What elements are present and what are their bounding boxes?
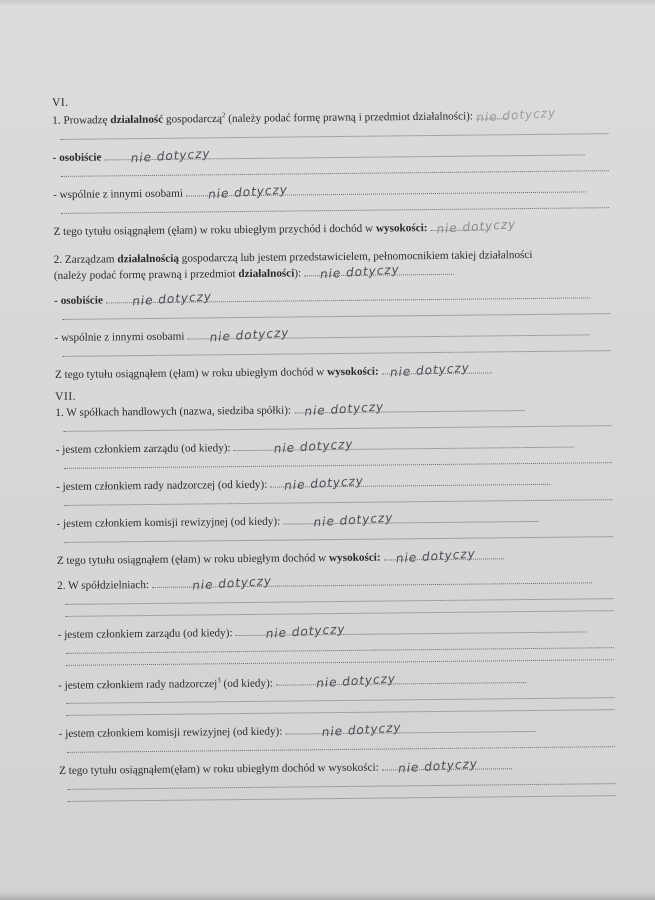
handwritten-answer: nie dotyczy xyxy=(207,182,288,202)
text-bold: wysokości: xyxy=(327,365,379,378)
field-label: - wspólnie z innymi osobami xyxy=(54,330,185,344)
vii-income2-field[interactable] xyxy=(381,756,511,776)
text-bold: działalność xyxy=(110,113,164,127)
text: ): xyxy=(294,267,302,280)
vi-item2-field[interactable] xyxy=(304,262,454,282)
scan-shadow-bottom xyxy=(0,892,655,900)
vi-wspolnie2-field[interactable] xyxy=(187,323,589,345)
handwritten-answer: nie dotyczy xyxy=(191,573,273,593)
vi-wspolnie-field[interactable] xyxy=(186,180,586,202)
text: gospodarczą lub jestem przedstawicielem, pełnomocnikiem takiej działalności xyxy=(178,248,533,265)
vii-rada-field[interactable] xyxy=(270,473,550,493)
field-label: - jestem członkiem zarządu (od kiedy): xyxy=(55,441,231,456)
vi-item1-field[interactable] xyxy=(475,105,557,125)
text: gospodarczą xyxy=(163,112,222,126)
text: (należy podać formę prawną i przedmiot działalności): xyxy=(225,110,474,125)
handwritten-answer: nie dotyczy xyxy=(312,510,394,530)
text: 1. Prowadzę xyxy=(52,114,111,127)
vii-komisja-field[interactable] xyxy=(283,510,538,530)
footnote-ref: 3 xyxy=(217,676,221,685)
handwritten-answer: nie dotyczy xyxy=(389,360,470,380)
field-label: 2. W spółdzielniach: xyxy=(57,578,150,592)
handwritten-answer: nie dotyczy xyxy=(273,436,354,456)
vi-income1-field[interactable] xyxy=(430,216,517,236)
footnote-ref: 2 xyxy=(221,111,226,120)
text: (od kiedy): xyxy=(220,677,273,690)
text-bold: wysokości: xyxy=(375,221,428,235)
handwritten-answer: nie dotyczy xyxy=(435,216,517,236)
vii-zarzad-field[interactable] xyxy=(233,435,573,456)
text: 2. Zarządzam xyxy=(53,253,118,266)
vii-income1 xyxy=(57,546,617,568)
handwritten-answer: nie dotyczy xyxy=(208,325,290,345)
vi-osobiscie2-field[interactable] xyxy=(106,286,590,308)
section-heading: VII. xyxy=(55,390,77,403)
text: Z tego tytułu osiągnąłem (ęłam) w roku ubiegłym przychód i dochód w xyxy=(53,222,376,238)
vii-zarzad2-field[interactable] xyxy=(235,620,585,641)
text: (należy podać formę prawną i przedmiot xyxy=(53,267,239,282)
handwritten-answer: nie dotyczy xyxy=(129,146,211,165)
vi-income1 xyxy=(53,217,613,239)
vii-item2-field[interactable] xyxy=(152,571,592,593)
vii-komisja2-field[interactable] xyxy=(285,720,535,740)
field-label: 1. W spółkach handlowych (nazwa, siedziba spółki): xyxy=(55,404,292,419)
handwritten-answer: nie dotyczy xyxy=(264,621,346,641)
vii-income1-field[interactable] xyxy=(383,546,503,566)
handwritten-answer: nie dotyczy xyxy=(475,105,557,125)
vi-income2 xyxy=(55,360,615,382)
text: Z tego tytułu osiągnąłem (ęłam) w roku ubiegłym dochód w xyxy=(56,551,330,567)
text: Z tego tytułu osiągnąłem (ęłam) w roku ubiegłym dochód w xyxy=(54,365,328,381)
scan-shadow-top xyxy=(0,0,655,6)
vi-osobiscie-field[interactable] xyxy=(104,143,584,165)
field-label: - jestem członkiem rady nadzorczej xyxy=(58,677,218,692)
field-label: - osobiście xyxy=(54,294,104,307)
text-bold: działalności xyxy=(238,267,295,280)
form-content xyxy=(52,90,619,802)
field-label: - osobiście xyxy=(52,151,102,164)
handwritten-answer: nie dotyczy xyxy=(315,671,396,691)
handwritten-answer: nie dotyczy xyxy=(303,399,385,419)
section-heading: VI. xyxy=(52,96,69,109)
handwritten-answer: nie dotyczy xyxy=(283,473,365,493)
field-label: Z tego tytułu osiągnąłem(ęłam) w roku ubiegłym dochód w wysokości: xyxy=(59,762,379,778)
handwritten-answer: nie dotyczy xyxy=(397,756,478,776)
text-bold: działalnością xyxy=(117,252,179,266)
field-label: - jestem członkiem rady nadzorczej (od kiedy): xyxy=(56,478,268,493)
handwritten-answer: nie dotyczy xyxy=(319,262,401,282)
vii-item1-field[interactable] xyxy=(294,399,524,419)
field-label: - wspólnie z innymi osobami xyxy=(52,187,183,201)
handwritten-answer: nie dotyczy xyxy=(131,288,212,308)
handwritten-answer: nie dotyczy xyxy=(320,720,402,740)
text-bold: wysokości: xyxy=(328,551,381,564)
vi-income2-field[interactable] xyxy=(381,360,491,380)
vii-rada2-field[interactable] xyxy=(276,671,526,691)
field-label: - jestem członkiem komisji rewizyjnej (od kiedy): xyxy=(58,726,283,741)
handwritten-answer: nie dotyczy xyxy=(395,546,476,566)
field-label: - jestem członkiem zarządu (od kiedy): xyxy=(57,626,233,641)
field-label: - jestem członkiem komisji rewizyjnej (od kiedy): xyxy=(56,515,281,530)
